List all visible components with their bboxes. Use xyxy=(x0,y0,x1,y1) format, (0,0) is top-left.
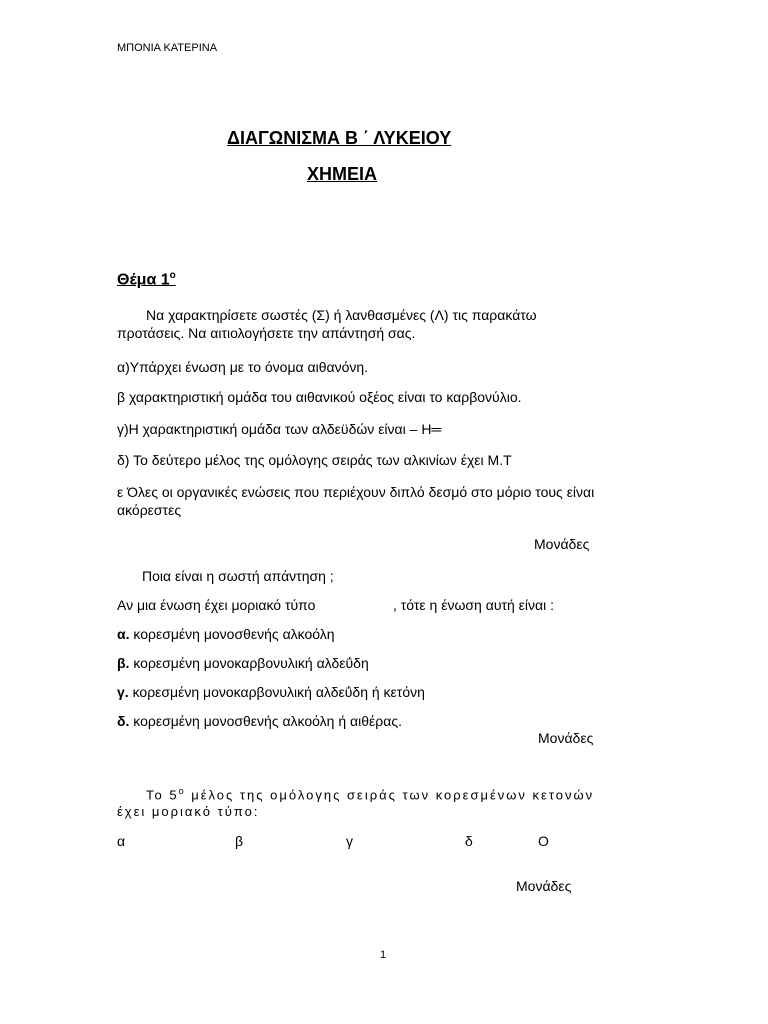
statement-a: α)Υπάρχει ένωση με το όνομα αιθανόνη. xyxy=(117,359,369,375)
option-c-letter: γ. xyxy=(117,684,129,700)
option-b-letter: β. xyxy=(117,655,130,671)
question3-line1-sup: ο xyxy=(178,786,186,796)
points-label-2: Μονάδες xyxy=(538,730,594,746)
option-b-text: κορεσμένη μονοκαρβονυλική αλδεΰδη xyxy=(129,655,369,671)
intro-line-2: προτάσεις. Να αιτιολογήσετε την απάντησή σας. xyxy=(117,325,416,341)
theme-heading-text: Θέμα 1 xyxy=(117,271,170,289)
question3-line2: έχει μοριακό τύπο: xyxy=(117,804,260,819)
option-d-letter: δ. xyxy=(117,713,130,729)
question2-stem-part1: Αν μια ένωση έχει μοριακό τύπο xyxy=(117,597,316,613)
option-a xyxy=(117,625,335,643)
question3-line1 xyxy=(146,786,594,802)
choice-b: β xyxy=(235,833,244,849)
theme-heading-sup: ο xyxy=(169,270,176,281)
points-label-1: Μονάδες xyxy=(534,536,590,552)
points-label-3: Μονάδες xyxy=(516,878,572,894)
option-d xyxy=(117,712,402,730)
option-a-letter: α. xyxy=(117,626,130,642)
choice-o: Ο xyxy=(538,833,549,849)
choice-c: γ xyxy=(346,833,353,849)
question2-stem-part2: , τότε η ένωση αυτή είναι : xyxy=(393,597,555,613)
statement-e: ε Όλες οι οργανικές ενώσεις που περιέχουν διπλό δεσμό στο μόριο τους είναι xyxy=(117,484,595,500)
page-header-author: ΜΠΟΝΙΑ ΚΑΤΕΡΙΝΑ xyxy=(117,42,218,54)
theme-heading xyxy=(117,270,176,289)
choice-a: α xyxy=(117,833,126,849)
question2-prompt: Ποια είναι η σωστή απάντηση ; xyxy=(142,568,334,584)
question3-line1-part1: Το 5 xyxy=(146,787,179,803)
intro-line-1: Να χαρακτηρίσετε σωστές (Σ) ή λανθασμένες (Λ) τις παρακάτω xyxy=(146,307,537,323)
option-b xyxy=(117,654,369,672)
statement-d: δ) Το δεύτερο μέλος της ομόλογης σειράς των αλκινίων έχει Μ.Τ xyxy=(117,452,512,468)
statement-b: β χαρακτηριστική ομάδα του αιθανικού οξέος είναι το καρβονύλιο. xyxy=(117,389,522,405)
question3-line1-part2: μέλος της ομόλογης σειράς των κορεσμένων κετονών xyxy=(185,787,595,803)
statement-e-continued: ακόρεστες xyxy=(117,502,182,518)
option-d-text: κορεσμένη μονοσθενής αλκοόλη ή αιθέρας. xyxy=(129,713,402,729)
option-a-text: κορεσμένη μονοσθενής αλκοόλη xyxy=(129,626,335,642)
option-c-text: κορεσμένη μονοκαρβονυλική αλδεΰδη ή κετόνη xyxy=(128,684,425,700)
statement-c: γ)Η χαρακτηριστική ομάδα των αλδεϋδών είναι – Η═ xyxy=(117,421,442,437)
choice-d: δ xyxy=(465,833,473,849)
subject-title: ΧΗΜΕΙΑ xyxy=(307,164,378,184)
page-number: 1 xyxy=(380,949,387,961)
document-title: ΔΙΑΓΩΝΙΣΜΑ Β ΄ ΛΥΚΕΙΟΥ xyxy=(227,128,452,148)
option-c xyxy=(117,683,425,701)
